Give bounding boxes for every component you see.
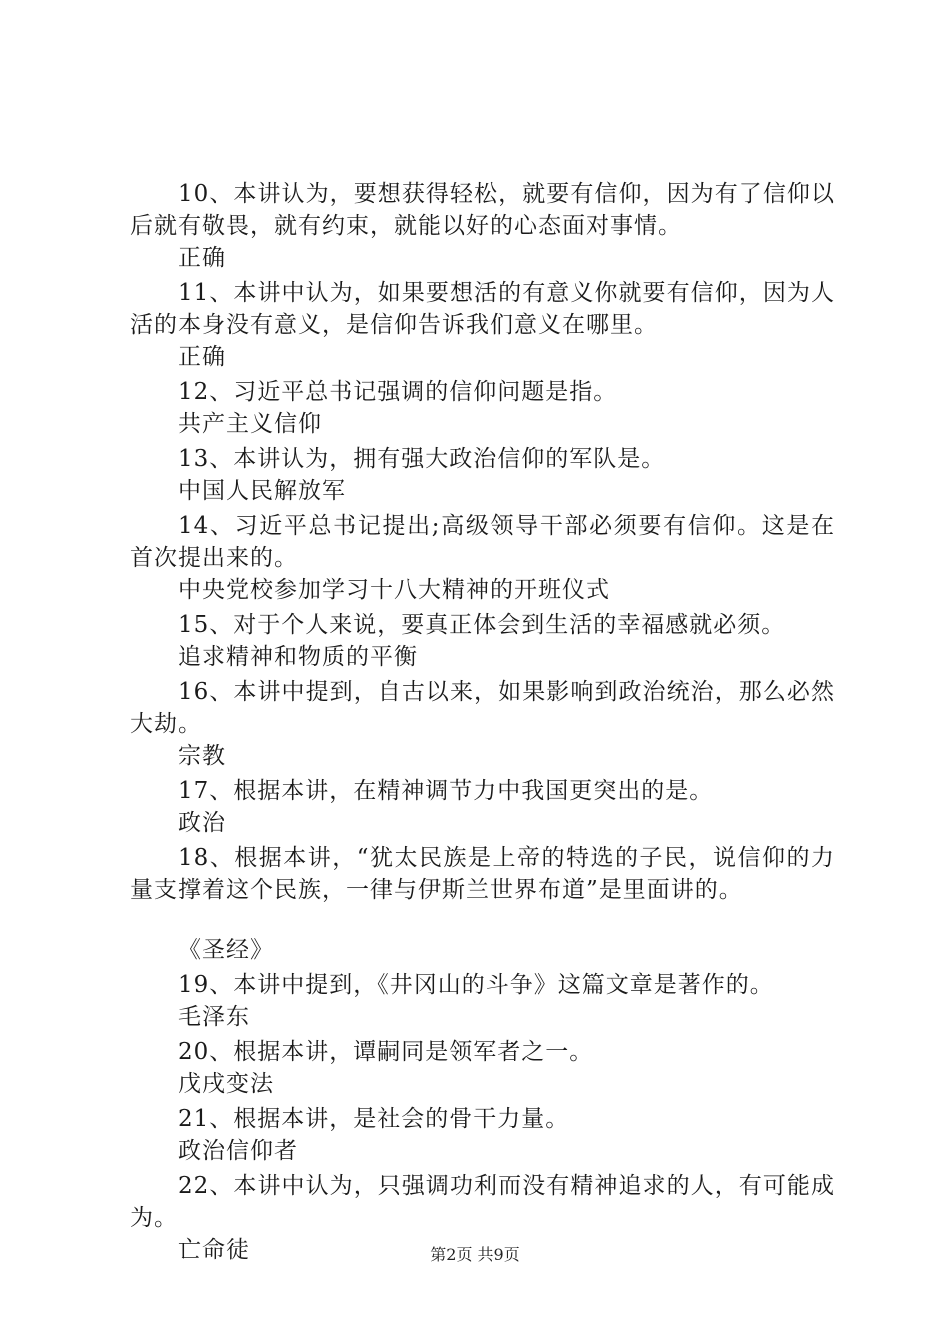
answer-text: 正确 [178,344,226,370]
question-text: 18、根据本讲，“犹太民族是上帝的特选的子民，说信仰的力量支撑着这个民族，一律与伊斯兰世界布道”是里面讲的。 [130,845,835,903]
question-text: 17、根据本讲，在精神调节力中我国更突出的是。 [178,778,714,804]
question-text: 11、本讲中认为，如果要想活的有意义你就要有信仰，因为人活的本身没有意义，是信仰告诉我们意义在哪里。 [130,280,835,338]
question-text: 20、根据本讲，谭嗣同是领军者之一。 [178,1039,594,1065]
question-list [130,175,835,1266]
question-text: 21、根据本讲，是社会的骨干力量。 [178,1106,570,1132]
question-text: 22、本讲中认为，只强调功利而没有精神追求的人，有可能成为。 [130,1173,835,1231]
question-text: 10、本讲认为，要想获得轻松，就要有信仰，因为有了信仰以后就有敬畏，就有约束，就能以好的心态面对事情。 [130,181,835,239]
answer-text: 正确 [178,245,226,271]
answer-text: 共产主义信仰 [178,411,322,437]
answer-text: 政治 [178,810,226,836]
question-text: 19、本讲中提到，《井冈山的斗争》这篇文章是著作的。 [178,972,774,998]
paragraph-spacer [130,906,835,934]
question-text: 12、习近平总书记强调的信仰问题是指。 [178,379,618,405]
answer-text: 中央党校参加学习十八大精神的开班仪式 [178,577,610,603]
answer-text: 戊戌变法 [178,1071,274,1097]
answer-text: 毛泽东 [178,1004,250,1030]
question-text: 13、本讲认为，拥有强大政治信仰的军队是。 [178,446,666,472]
question-text: 15、对于个人来说，要真正体会到生活的幸福感就必须。 [178,612,786,638]
answer-text: 亡命徒 [178,1237,250,1263]
page-number-footer: 第2页 共9页 [430,1245,520,1264]
answer-text: 《圣经》 [178,937,274,963]
answer-text: 追求精神和物质的平衡 [178,644,418,670]
answer-text: 政治信仰者 [178,1138,298,1164]
question-text: 14、习近平总书记提出;高级领导干部必须要有信仰。这是在首次提出来的。 [130,513,835,571]
question-text: 16、本讲中提到，自古以来，如果影响到政治统治，那么必然大劫。 [130,679,835,737]
answer-text: 中国人民解放军 [178,478,346,504]
answer-text: 宗教 [178,743,226,769]
